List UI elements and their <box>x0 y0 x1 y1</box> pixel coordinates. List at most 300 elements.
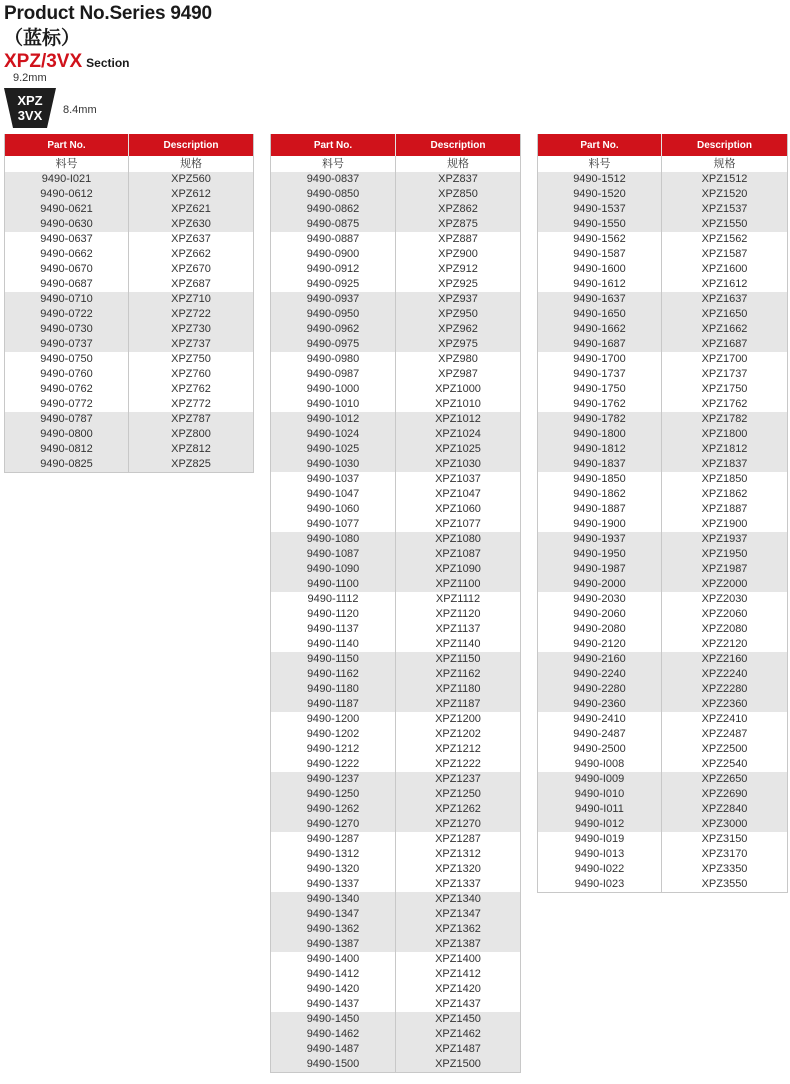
part-no-cell: 9490-1187 <box>271 697 396 712</box>
belt-width-label: 9.2mm <box>13 72 47 84</box>
table-row <box>271 1057 521 1073</box>
description-cell: XPZ887 <box>396 232 521 247</box>
table-row <box>271 277 521 292</box>
table-row <box>271 802 521 817</box>
part-no-cell: 9490-1750 <box>573 383 626 395</box>
part-no-cell: 9490-1180 <box>271 682 396 697</box>
description-cell: XPZ812 <box>129 442 254 457</box>
table-row <box>538 322 788 337</box>
part-no-cell: 9490-1537 <box>538 202 662 217</box>
table-row <box>538 292 788 307</box>
description-header: Description <box>396 134 521 156</box>
table-row <box>5 337 254 352</box>
page-subtitle: （蓝标） <box>4 28 81 49</box>
description-header: Description <box>662 134 788 156</box>
table-row <box>271 727 521 742</box>
table-row <box>538 802 788 817</box>
table-row <box>271 757 521 772</box>
table-row <box>538 262 788 277</box>
table-row <box>271 877 521 892</box>
part-no-cell: 9490-0980 <box>306 353 360 365</box>
description-cell: XPZ1202 <box>396 727 521 742</box>
part-no-cell: 9490-1030 <box>271 457 396 472</box>
table-row <box>271 787 521 802</box>
description-cell: XPZ2540 <box>662 757 788 772</box>
description-cell: XPZ1037 <box>396 472 521 487</box>
table-row <box>538 622 788 637</box>
table-row <box>271 547 521 562</box>
part-no-cell: 9490-1737 <box>573 368 626 380</box>
part-no-cell: 9490-1270 <box>271 817 396 832</box>
description-cell: XPZ2060 <box>662 607 788 622</box>
part-no-cell: 9490-0730 <box>5 322 129 337</box>
table-row <box>271 712 521 727</box>
table-row <box>271 487 521 502</box>
description-cell: XPZ1120 <box>396 607 521 622</box>
description-cell: XPZ662 <box>129 247 254 262</box>
part-no-cell: 9490-1587 <box>573 248 626 260</box>
table-row <box>271 292 521 307</box>
part-no-cell: 9490-1202 <box>306 728 360 740</box>
part-no-cell: 9490-0662 <box>40 248 93 260</box>
description-cell: XPZ1512 <box>662 172 788 187</box>
part-no-cell: 9490-0987 <box>306 368 360 380</box>
description-cell: XPZ1412 <box>396 967 521 982</box>
part-no-cell: 9490-1450 <box>271 1012 396 1027</box>
part-no-cell: 9490-1337 <box>306 878 360 890</box>
table-row <box>271 622 521 637</box>
part-no-header: Part No. <box>538 134 662 156</box>
table-row <box>538 232 788 247</box>
description-cell: XPZ760 <box>129 367 254 382</box>
description-cell: XPZ2000 <box>662 577 788 592</box>
table-row <box>538 862 788 877</box>
part-no-cell: 9490-2410 <box>573 713 626 725</box>
table-row <box>271 892 521 907</box>
part-no-cell: 9490-2240 <box>538 667 662 682</box>
part-no-cell: 9490-1362 <box>271 922 396 937</box>
part-no-cell: 9490-1487 <box>271 1042 396 1057</box>
part-no-cell: 9490-1937 <box>538 532 662 547</box>
table-row <box>538 562 788 577</box>
description-cell: XPZ730 <box>129 322 254 337</box>
table-header-row <box>538 134 788 156</box>
table-row <box>271 982 521 997</box>
table-row <box>271 637 521 652</box>
description-cell: XPZ1937 <box>662 532 788 547</box>
table-header-row <box>5 134 254 156</box>
part-no-cell: 9490-1782 <box>538 412 662 427</box>
description-cell: XPZ937 <box>396 292 521 307</box>
description-cell: XPZ612 <box>129 187 254 202</box>
part-no-cell: 9490-0687 <box>40 278 93 290</box>
belt-label-line2: 3VX <box>17 108 43 123</box>
table-row <box>271 847 521 862</box>
table-row <box>271 352 521 367</box>
part-no-cell: 9490-1312 <box>306 848 360 860</box>
table-row <box>538 832 788 847</box>
table-row <box>5 172 254 187</box>
description-cell: XPZ1137 <box>396 622 521 637</box>
table-row <box>5 382 254 397</box>
description-cell: XPZ1000 <box>396 382 521 397</box>
table-row <box>538 682 788 697</box>
table-row <box>538 217 788 232</box>
table-header-row <box>271 134 521 156</box>
description-cell: XPZ1237 <box>396 772 521 787</box>
table-row <box>538 517 788 532</box>
table-row <box>271 817 521 832</box>
description-cell: XPZ837 <box>396 172 521 187</box>
part-no-cell: 9490-1850 <box>573 473 626 485</box>
table-row <box>271 217 521 232</box>
description-subheader: 规格 <box>129 156 254 172</box>
table-row <box>538 172 788 187</box>
table-row <box>271 562 521 577</box>
description-cell: XPZ1312 <box>396 847 521 862</box>
part-no-cell: 9490-I010 <box>538 787 662 802</box>
description-cell: XPZ925 <box>396 277 521 292</box>
table-row <box>538 337 788 352</box>
table-row <box>271 232 521 247</box>
table-row <box>538 307 788 322</box>
part-no-cell: 9490-1100 <box>271 577 396 592</box>
part-no-cell: 9490-0760 <box>40 368 93 380</box>
part-no-cell: 9490-1262 <box>271 802 396 817</box>
table-row <box>271 832 521 847</box>
table-row <box>538 772 788 787</box>
table-row <box>538 592 788 607</box>
description-cell: XPZ621 <box>129 202 254 217</box>
description-cell: XPZ1420 <box>396 982 521 997</box>
description-cell: XPZ1112 <box>396 592 521 607</box>
part-no-cell: 9490-0875 <box>271 217 396 232</box>
table-row <box>271 322 521 337</box>
description-cell: XPZ1162 <box>396 667 521 682</box>
page-title: Product No.Series 9490 <box>4 3 212 24</box>
part-no-cell: 9490-1637 <box>538 292 662 307</box>
description-cell: XPZ560 <box>129 172 254 187</box>
part-no-cell: 9490-2360 <box>538 697 662 712</box>
description-cell: XPZ1347 <box>396 907 521 922</box>
table-row <box>271 907 521 922</box>
section-heading <box>4 51 130 74</box>
description-cell: XPZ1800 <box>662 427 788 442</box>
description-cell: XPZ1900 <box>662 517 788 532</box>
part-no-cell: 9490-I013 <box>574 848 625 860</box>
description-cell: XPZ2690 <box>662 787 788 802</box>
table-row <box>271 472 521 487</box>
description-cell: XPZ1987 <box>662 562 788 577</box>
part-no-cell: 9490-1812 <box>538 442 662 457</box>
description-cell: XPZ862 <box>396 202 521 217</box>
table-row <box>5 457 254 473</box>
table-row <box>538 412 788 427</box>
part-no-cell: 9490-1010 <box>306 398 360 410</box>
table-row <box>538 472 788 487</box>
description-cell: XPZ1650 <box>662 307 788 322</box>
description-cell: XPZ1687 <box>662 337 788 352</box>
part-no-cell: 9490-I022 <box>574 863 625 875</box>
description-cell: XPZ1862 <box>662 487 788 502</box>
description-cell: XPZ762 <box>129 382 254 397</box>
description-cell: XPZ1362 <box>396 922 521 937</box>
part-no-cell: 9490-1862 <box>573 488 626 500</box>
description-subheader: 规格 <box>396 156 521 172</box>
table-row <box>271 442 521 457</box>
part-no-cell: 9490-0925 <box>306 278 360 290</box>
part-no-cell: 9490-0800 <box>5 427 129 442</box>
part-no-subheader: 料号 <box>55 157 78 170</box>
part-no-cell: 9490-1222 <box>306 758 360 770</box>
description-cell: XPZ1487 <box>396 1042 521 1057</box>
table-row <box>538 757 788 772</box>
part-no-cell: 9490-0950 <box>271 307 396 322</box>
table-row <box>5 322 254 337</box>
part-no-cell: 9490-0837 <box>271 172 396 187</box>
description-cell: XPZ737 <box>129 337 254 352</box>
part-no-cell: 9490-0621 <box>5 202 129 217</box>
description-cell: XPZ825 <box>129 457 254 473</box>
description-header: Description <box>129 134 254 156</box>
part-no-cell: 9490-1090 <box>271 562 396 577</box>
description-cell: XPZ1812 <box>662 442 788 457</box>
part-no-cell: 9490-1612 <box>573 278 626 290</box>
description-cell: XPZ2240 <box>662 667 788 682</box>
description-cell: XPZ2410 <box>662 712 788 727</box>
part-no-cell: 9490-0900 <box>306 248 360 260</box>
table-row <box>538 502 788 517</box>
part-no-cell: 9490-1150 <box>271 652 396 667</box>
table-row <box>538 697 788 712</box>
part-no-cell: 9490-I021 <box>5 172 129 187</box>
description-cell: XPZ1450 <box>396 1012 521 1027</box>
description-cell: XPZ980 <box>396 352 521 367</box>
table-row <box>271 247 521 262</box>
part-no-cell: 9490-0670 <box>40 263 93 275</box>
table-row <box>5 277 254 292</box>
description-cell: XPZ1762 <box>662 397 788 412</box>
part-table-2 <box>270 134 521 1073</box>
description-cell: XPZ900 <box>396 247 521 262</box>
description-cell: XPZ850 <box>396 187 521 202</box>
part-no-subheader: 料号 <box>588 157 611 170</box>
description-cell: XPZ975 <box>396 337 521 352</box>
part-no-cell: 9490-1200 <box>306 713 360 725</box>
belt-height-label: 8.4mm <box>63 104 97 116</box>
part-no-cell: 9490-0737 <box>5 337 129 352</box>
part-no-cell: 9490-1237 <box>271 772 396 787</box>
description-cell: XPZ1060 <box>396 502 521 517</box>
description-cell: XPZ2030 <box>662 592 788 607</box>
section-code: XPZ/3VX <box>4 51 83 72</box>
part-no-cell: 9490-2000 <box>538 577 662 592</box>
part-no-cell: 9490-1762 <box>573 398 626 410</box>
description-cell: XPZ1950 <box>662 547 788 562</box>
description-cell: XPZ1270 <box>396 817 521 832</box>
part-no-cell: 9490-1060 <box>306 503 360 515</box>
table-row <box>271 697 521 712</box>
description-cell: XPZ1537 <box>662 202 788 217</box>
table-row <box>271 382 521 397</box>
description-cell: XPZ1140 <box>396 637 521 652</box>
table-row <box>5 202 254 217</box>
part-no-cell: 9490-2500 <box>573 743 626 755</box>
description-cell: XPZ2280 <box>662 682 788 697</box>
part-no-cell: 9490-I023 <box>574 878 625 890</box>
part-no-cell: 9490-1212 <box>306 743 360 755</box>
description-cell: XPZ1750 <box>662 382 788 397</box>
part-no-cell: 9490-1000 <box>306 383 360 395</box>
table-row <box>5 367 254 382</box>
part-no-cell: 9490-1512 <box>538 172 662 187</box>
description-cell: XPZ750 <box>129 352 254 367</box>
part-no-cell: 9490-1140 <box>307 638 359 650</box>
table-row <box>538 877 788 893</box>
table-row <box>5 442 254 457</box>
part-no-cell: 9490-0937 <box>271 292 396 307</box>
table-row <box>5 247 254 262</box>
description-cell: XPZ1337 <box>396 877 521 892</box>
description-cell: XPZ1047 <box>396 487 521 502</box>
table-row <box>538 742 788 757</box>
part-no-cell: 9490-2080 <box>573 623 626 635</box>
description-cell: XPZ1562 <box>662 232 788 247</box>
part-no-cell: 9490-1520 <box>538 187 662 202</box>
part-no-cell: 9490-2030 <box>573 593 626 605</box>
part-no-cell: 9490-1900 <box>573 518 626 530</box>
description-cell: XPZ950 <box>396 307 521 322</box>
table-row <box>538 847 788 862</box>
description-cell: XPZ1090 <box>396 562 521 577</box>
table-row <box>5 427 254 442</box>
part-no-cell: 9490-0975 <box>271 337 396 352</box>
part-no-cell: 9490-1287 <box>306 833 360 845</box>
description-cell: XPZ1200 <box>396 712 521 727</box>
table-row <box>538 487 788 502</box>
part-no-cell: 9490-1080 <box>271 532 396 547</box>
part-no-cell: 9490-0630 <box>5 217 129 232</box>
part-no-cell: 9490-1400 <box>306 953 360 965</box>
part-no-cell: 9490-1562 <box>573 233 626 245</box>
part-no-cell: 9490-1687 <box>538 337 662 352</box>
description-cell: XPZ1187 <box>396 697 521 712</box>
table-row <box>538 187 788 202</box>
part-no-cell: 9490-1800 <box>538 427 662 442</box>
description-cell: XPZ3550 <box>662 877 788 893</box>
table-row <box>271 1012 521 1027</box>
description-cell: XPZ912 <box>396 262 521 277</box>
part-no-cell: 9490-1347 <box>271 907 396 922</box>
description-cell: XPZ1887 <box>662 502 788 517</box>
table-row <box>271 937 521 952</box>
part-no-cell: 9490-0850 <box>271 187 396 202</box>
table-row <box>271 682 521 697</box>
description-cell: XPZ1012 <box>396 412 521 427</box>
description-cell: XPZ987 <box>396 367 521 382</box>
part-no-cell: 9490-2160 <box>538 652 662 667</box>
description-cell: XPZ1400 <box>396 952 521 967</box>
belt-cross-section-icon <box>4 88 56 128</box>
description-cell: XPZ1024 <box>396 427 521 442</box>
table-row <box>271 397 521 412</box>
table-row <box>271 742 521 757</box>
part-no-cell: 9490-1600 <box>573 263 626 275</box>
part-table-1 <box>4 134 254 473</box>
part-no-subheader: 料号 <box>322 157 344 170</box>
description-cell: XPZ1587 <box>662 247 788 262</box>
table-row <box>538 352 788 367</box>
table-row <box>271 607 521 622</box>
part-no-cell: 9490-I019 <box>574 833 625 845</box>
part-no-cell: 9490-1047 <box>306 488 360 500</box>
description-cell: XPZ687 <box>129 277 254 292</box>
table-row <box>538 202 788 217</box>
part-no-cell: 9490-2487 <box>573 728 626 740</box>
description-cell: XPZ710 <box>129 292 254 307</box>
table-row <box>271 502 521 517</box>
description-cell: XPZ1387 <box>396 937 521 952</box>
description-cell: XPZ1180 <box>396 682 521 697</box>
part-no-cell: 9490-0722 <box>5 307 129 322</box>
description-cell: XPZ1150 <box>396 652 521 667</box>
table-row <box>271 427 521 442</box>
description-cell: XPZ1520 <box>662 187 788 202</box>
table-row <box>538 652 788 667</box>
description-cell: XPZ1087 <box>396 547 521 562</box>
part-no-cell: 9490-0750 <box>40 353 93 365</box>
table-row <box>538 727 788 742</box>
table-row <box>5 412 254 427</box>
table-row <box>271 412 521 427</box>
description-cell: XPZ1612 <box>662 277 788 292</box>
description-subheader: 规格 <box>662 156 788 172</box>
part-no-cell: 9490-2120 <box>573 638 626 650</box>
part-no-cell: 9490-1950 <box>538 547 662 562</box>
description-cell: XPZ3000 <box>662 817 788 832</box>
table-row <box>271 577 521 592</box>
table-row <box>5 307 254 322</box>
description-cell: XPZ637 <box>129 232 254 247</box>
table-subheader-row <box>5 156 254 172</box>
table-row <box>271 772 521 787</box>
part-no-cell: 9490-1700 <box>573 353 626 365</box>
part-no-cell: 9490-1662 <box>538 322 662 337</box>
description-cell: XPZ1010 <box>396 397 521 412</box>
table-subheader-row <box>538 156 788 172</box>
description-cell: XPZ670 <box>129 262 254 277</box>
table-row <box>271 922 521 937</box>
part-no-cell: 9490-1340 <box>271 892 396 907</box>
table-row <box>5 187 254 202</box>
table-row <box>538 817 788 832</box>
description-cell: XPZ787 <box>129 412 254 427</box>
table-row <box>271 532 521 547</box>
part-no-cell: 9490-I012 <box>538 817 662 832</box>
belt-label-line1: XPZ <box>17 93 43 108</box>
description-cell: XPZ3350 <box>662 862 788 877</box>
table-row <box>5 232 254 247</box>
description-cell: XPZ1782 <box>662 412 788 427</box>
part-no-cell: 9490-1987 <box>538 562 662 577</box>
part-no-cell: 9490-0772 <box>40 398 93 410</box>
description-cell: XPZ1077 <box>396 517 521 532</box>
table-row <box>538 277 788 292</box>
table-row <box>271 367 521 382</box>
table-row <box>5 217 254 232</box>
table-row <box>538 427 788 442</box>
part-no-header: Part No. <box>5 134 129 156</box>
